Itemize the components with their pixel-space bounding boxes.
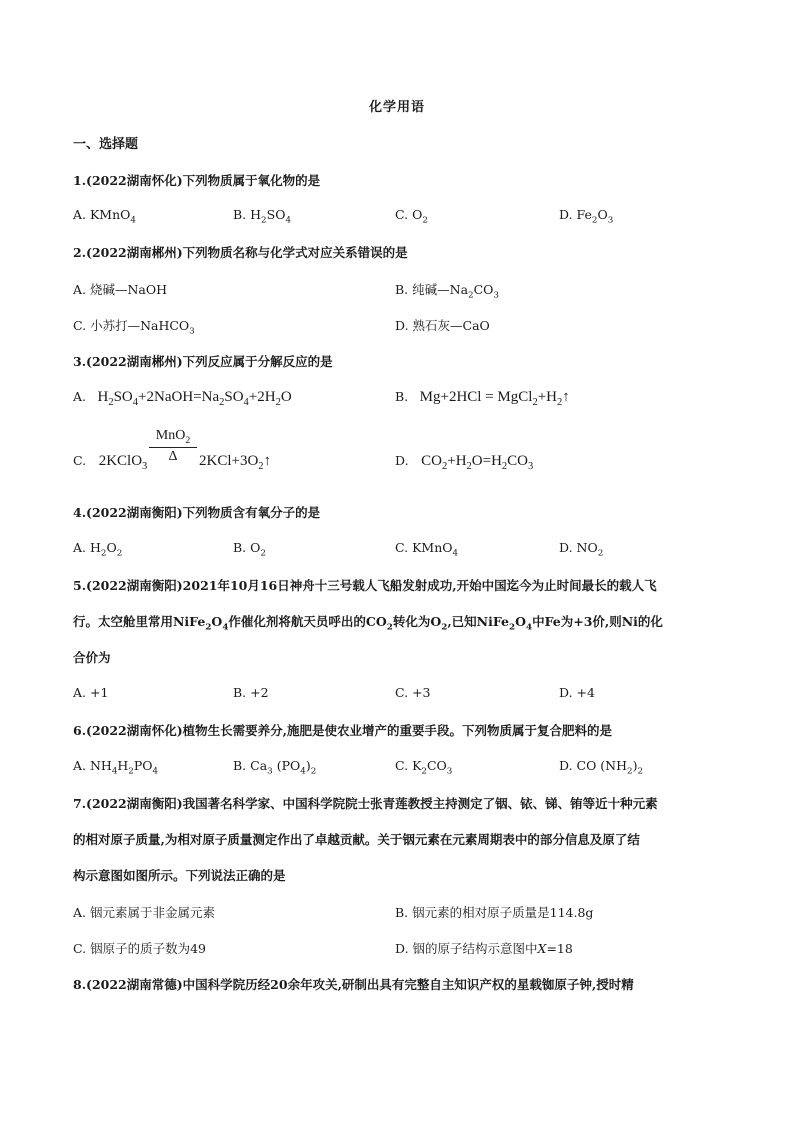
- q5-option-a[interactable]: A. +1: [73, 685, 109, 700]
- q2-option-a[interactable]: A. 烧碱—NaOH: [73, 282, 168, 297]
- question-2-stem: 2.(2022湖南郴州)下列物质名称与化学式对应关系错误的是: [73, 245, 408, 260]
- question-1-stem: 1.(2022湖南怀化)下列物质属于氧化物的是: [73, 173, 321, 188]
- question-2-options-row1: [73, 280, 733, 300]
- question-6-options: [73, 758, 733, 778]
- q3-option-d[interactable]: D. $CO_2+H_2O=H_2CO_3$: [395, 453, 534, 472]
- q4-option-b[interactable]: B. $O_2$: [233, 540, 266, 559]
- page-title: 化学用语: [368, 100, 425, 115]
- q2-option-d[interactable]: D. 熟石灰—CaO: [395, 318, 490, 333]
- q3-option-c[interactable]: C. 2KClO$_3$: [73, 453, 148, 472]
- q4-option-c[interactable]: C. KMnO$_4$: [395, 540, 459, 559]
- question-5-options: [73, 685, 733, 705]
- question-5-line-3: 合价为: [73, 650, 111, 665]
- q1-option-d[interactable]: D. $Fe_2O_3$: [559, 207, 614, 226]
- question-7-line-3: 构示意图如图所示。下列说法正确的是: [73, 868, 286, 883]
- question-4-options: [73, 540, 733, 560]
- question-3-options-row2: [73, 428, 773, 476]
- question-7-line-1: 7.(2022湖南衡阳)我国著名科学家、中国科学院院士张青莲教授主持测定了铟、铱、锑、铕等近十种元素: [73, 796, 658, 811]
- question-4-stem: 4.(2022湖南衡阳)下列物质含有氧分子的是: [73, 505, 321, 520]
- q3-option-a[interactable]: A. $H_2SO_4+2NaOH=Na_2SO_4+2H_2O$: [73, 389, 292, 408]
- q1-option-a[interactable]: A. KMnO$_4$: [73, 207, 136, 226]
- q1-option-c[interactable]: C. $O_2$: [395, 207, 428, 226]
- q7-option-c[interactable]: C. 铟原子的质子数为49: [73, 941, 206, 956]
- question-3-options-row1: [73, 389, 733, 413]
- q6-option-a[interactable]: A. $NH_4H_2PO_4$: [73, 758, 159, 777]
- q7-option-b[interactable]: B. 铟元素的相对原子质量是114.8g: [395, 905, 594, 920]
- q5-option-b[interactable]: B. +2: [233, 685, 269, 700]
- question-7-line-2: 的相对原子质量,为相对原子质量测定作出了卓越贡献。关于铟元素在元素周期表中的部分信息及原了结: [73, 832, 640, 847]
- q3-option-c-products: $2KCl+3O_2↑$: [199, 453, 272, 472]
- q2-option-c[interactable]: C. 小苏打—NaHCO$_3$: [73, 318, 195, 337]
- q7-option-d[interactable]: D. 铟的原子结构示意图中X=18: [395, 941, 573, 956]
- q6-option-c[interactable]: C. $K_2CO_3$: [395, 758, 453, 777]
- q2-option-b[interactable]: B. 纯碱$—Na_2CO_3$: [395, 282, 499, 301]
- q5-option-d[interactable]: D. +4: [559, 685, 595, 700]
- q7-option-a[interactable]: A. 铟元素属于非金属元素: [73, 905, 215, 920]
- q6-option-d[interactable]: D. CO $(NH_2)_2$: [559, 758, 644, 777]
- section-heading: 一、选择题: [73, 137, 139, 152]
- question-1-options: [73, 207, 733, 227]
- q4-option-a[interactable]: A. $H_2O_2$: [73, 540, 123, 559]
- question-7-options-row2: [73, 939, 733, 959]
- question-5-line-1: 5.(2022湖南衡阳)2021年10月16日神舟十三号载人飞船发射成功,开始中国迄今为止时间最长的载人飞: [73, 578, 657, 593]
- question-7-options-row1: [73, 903, 733, 923]
- q5-option-c[interactable]: C. +3: [395, 685, 431, 700]
- question-2-options-row2: [73, 316, 733, 336]
- q6-option-b[interactable]: B. $Ca_3$ $(PO_4)_2$: [233, 758, 317, 777]
- q3-reaction-condition: MnO$_2$ Δ: [149, 428, 197, 465]
- q1-option-b[interactable]: B. $H_2SO_4$: [233, 207, 292, 226]
- question-3-stem: 3.(2022湖南郴州)下列反应属于分解反应的是: [73, 354, 333, 369]
- question-5-line-2: 行。太空舱里常用$NiFe_2O_4$作催化剂将航天员呼出的$CO_2$转化为$O_2$,已知$NiFe_2O_4$中Fe为+3价,则Ni的化: [73, 614, 663, 633]
- q4-option-d[interactable]: D. $NO_2$: [559, 540, 604, 559]
- question-6-stem: 6.(2022湖南怀化)植物生长需要养分,施肥是使农业增产的重要手段。下列物质属于复合肥料的是: [73, 723, 613, 738]
- q3-option-b[interactable]: B. $Mg+2HCl = MgCl_2+H_2↑$: [395, 389, 570, 408]
- question-8-line-1: 8.(2022湖南常德)中国科学院历经20余年攻关,研制出具有完整自主知识产权的星载铷原子钟,授时精: [73, 977, 634, 992]
